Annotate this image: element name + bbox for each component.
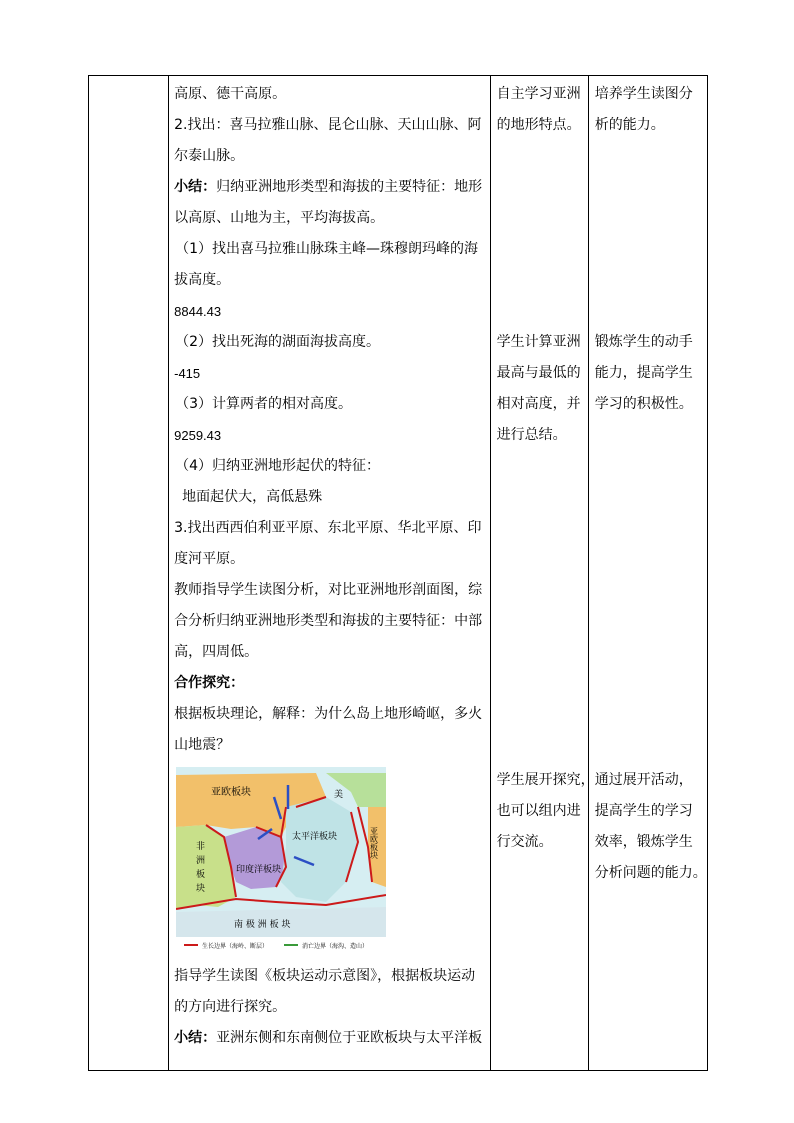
content-line: （4）归纳亚洲地形起伏的特征： xyxy=(175,458,381,474)
content-line: 高，四周低。 xyxy=(174,644,259,660)
label-antarctic-plate: 南 极 洲 板 块 xyxy=(234,920,291,930)
summary-line xyxy=(174,1023,490,1054)
content-line: （1）找出喜马拉雅山脉珠主峰—珠穆朗玛峰的海 xyxy=(175,241,479,257)
label-american-plate: 美 xyxy=(334,790,344,800)
activity-line: 进行总结。 xyxy=(496,427,567,443)
activity-line: 最高与最低的 xyxy=(496,365,581,381)
stage-column-cell xyxy=(89,76,169,1071)
label-african-3: 板 xyxy=(196,870,206,880)
content-line: 3.找出西西伯利亚平原、东北平原、华北平原、印 xyxy=(174,520,482,536)
cooperative-inquiry-heading: 合作探究： xyxy=(174,675,245,691)
activity-line: 行交流。 xyxy=(496,834,553,850)
content-line: 合分析归纳亚洲地形类型和海拔的主要特征：中部 xyxy=(174,613,483,629)
content-line: 教师指导学生读图分析，对比亚洲地形剖面图，综 xyxy=(174,582,483,598)
plate-map-svg xyxy=(176,767,386,957)
content-line: 2.找出：喜马拉雅山脉、昆仑山脉、天山山脉、阿 xyxy=(174,117,482,133)
student-activity-group-1 xyxy=(491,76,581,141)
intent-line: 能力，提高学生 xyxy=(594,365,693,381)
lesson-plan-table xyxy=(88,75,708,1071)
plate-movement-map xyxy=(176,767,386,957)
activity-line: 也可以组内进 xyxy=(496,803,581,819)
intent-line: 效率，锻炼学生 xyxy=(594,834,693,850)
label-eurasian-plate: 亚欧板块 xyxy=(211,787,252,798)
design-intent-group-2 xyxy=(589,324,693,420)
intent-line: 通过展开活动， xyxy=(594,772,693,788)
answer-relative-height: 9259.43 xyxy=(174,428,222,443)
activity-line: 相对高度，并 xyxy=(496,396,581,412)
summary-text: 亚洲东侧和东南侧位于亚欧板块与太平洋板 xyxy=(216,1030,483,1046)
label-eurasian-right: 亚欧板块 xyxy=(369,827,379,859)
label-indian-plate: 印度洋板块 xyxy=(236,865,282,875)
summary-label: 小结： xyxy=(174,179,217,195)
intent-line: 分析问题的能力。 xyxy=(594,865,707,881)
teaching-content-cell xyxy=(169,76,491,1071)
student-activity-group-2 xyxy=(491,324,581,451)
map-legend xyxy=(184,942,368,950)
summary-line xyxy=(174,172,490,203)
design-intent-group-3 xyxy=(589,762,707,889)
content-line: （3）计算两者的相对高度。 xyxy=(175,396,353,412)
answer-dead-sea-height: -415 xyxy=(174,366,201,381)
activity-line: 的地形特点。 xyxy=(496,117,581,133)
content-line: 山地震？ xyxy=(174,737,231,753)
label-pacific-plate: 太平洋板块 xyxy=(292,832,338,842)
content-line: 地面起伏大，高低悬殊 xyxy=(182,489,323,505)
intent-line: 析的能力。 xyxy=(594,117,665,133)
activity-line: 自主学习亚洲 xyxy=(496,86,581,102)
intent-line: 培养学生读图分 xyxy=(594,86,693,102)
summary-label: 小结： xyxy=(174,1030,217,1046)
content-line: 尔泰山脉。 xyxy=(174,148,245,164)
design-intent-group-1 xyxy=(589,76,693,141)
content-line: 度河平原。 xyxy=(174,551,245,567)
legend-subduction-boundary: 消亡边界（海沟、造山） xyxy=(302,943,369,950)
legend-growth-boundary: 生长边界（海岭、断层） xyxy=(202,943,269,950)
label-african-1: 非 xyxy=(196,842,206,852)
student-activity-cell xyxy=(490,76,595,1071)
content-line: 的方向进行探究。 xyxy=(174,999,287,1015)
label-african-4: 块 xyxy=(196,884,206,894)
content-line: 指导学生读图《板块运动示意图》，根据板块运动 xyxy=(174,968,476,984)
answer-everest-height: 8844.43 xyxy=(174,304,222,319)
content-line: 以高原、山地为主，平均海拔高。 xyxy=(174,210,385,226)
activity-line: 学生展开探究， xyxy=(496,772,595,788)
label-african-2: 洲 xyxy=(196,856,206,866)
content-line: 高原、德干高原。 xyxy=(174,86,287,102)
intent-line: 学习的积极性。 xyxy=(594,396,693,412)
design-intent-cell xyxy=(588,76,707,1071)
content-line: 拔高度。 xyxy=(174,272,231,288)
intent-line: 提高学生的学习 xyxy=(594,803,693,819)
content-line: （2）找出死海的湖面海拔高度。 xyxy=(175,334,381,350)
activity-line: 学生计算亚洲 xyxy=(496,334,581,350)
content-line: 根据板块理论，解释：为什么岛上地形崎岖，多火 xyxy=(174,706,483,722)
intent-line: 锻炼学生的动手 xyxy=(594,334,693,350)
summary-text: 归纳亚洲地形类型和海拔的主要特征：地形 xyxy=(216,179,483,195)
student-activity-group-3 xyxy=(491,762,595,858)
table-row xyxy=(89,76,708,1071)
